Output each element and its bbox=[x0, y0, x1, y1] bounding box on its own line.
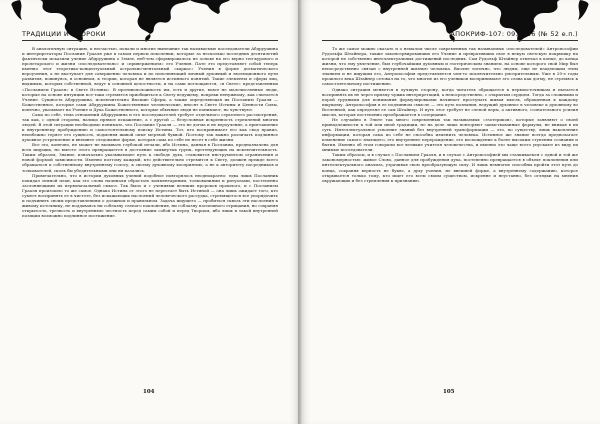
body-text-column bbox=[322, 46, 578, 386]
page-gutter bbox=[298, 0, 302, 424]
running-header: АПОКРИФ-107: 09.2016 (№ 52 е.п.) bbox=[450, 30, 578, 38]
paragraph: Не случайно в Элите так много современных так называемых «эзотериков», которые заявляют о своей принадлежности к той или иной традиции, но на деле лишь повторяют заимствованные формулы, не вникая в их суть. Интеллектуальное усвоение знаний без внутренней трансформации — это, по существу, лишь накопление информации, которая сама по себе не способна изменить человека. Истинное же знание всегда предполагает изменение самого знающего, его внутреннее перерождение, его восхождение к более высоким ступеням сознания и бытия. Именно об этом говорили все великие учителя человечества, и именно это чаще всего упускают из виду их мнимые последователи. bbox=[322, 116, 578, 153]
running-header: ТРАДИЦИИ И ПРОРОКИ bbox=[22, 30, 106, 38]
paragraph: Примечательно, что в истории духовных учений подобное повторялось неоднократно: едва лишь Посланник покидал земной план, как его слова начинали обрастать комментариями, толкованиями и ритуалами, постепенно заслоняющими их первоначальный смысл. Так было и с учениями великих пророков прошлого, и с Посланием Грааля произошло то же самое. Однако Истина от этого не перестает быть Истиной — она лишь ожидает того, кто сумеет воспринять ее в чистоте, без искажающих наслоений человеческого рассудка, стремящегося все упорядочить и подчинить своим представлениям о должном и правильном. Задача ищущего — пробиться сквозь эти наслоения к живому источнику, не поддаваясь ни соблазну слепого поклонения, ни соблазну поспешного отрицания, но сохраняя открытость, трезвость и внутреннюю честность перед самим собой и перед Творцом, ибо лишь в такой внутренней позиции возможно подлинное постижение. bbox=[22, 172, 278, 219]
paragraph: Таким образом, и в случае с Посланием Грааля, и в случае с Антропософией мы сталкиваемся с одной и той же закономерностью: живое Слово, данное для пробуждения духа, постепенно превращается в объект поклонения или интеллектуального анализа, утрачивая свою преобразующую силу. И лишь немногие способны пройти этот путь до конца, сохраняя верность не букве, а духу учения, не внешней форме, а внутреннему содержанию, которое открывается только тому, кто ищет его всем своим существом, искренне и неустанно, без оглядки на мнения окружающих и без стремления к признанию. bbox=[322, 152, 578, 183]
header-rule bbox=[322, 40, 578, 41]
paragraph: Однако ситуация меняется в лучшую сторону, когда читатель обращается к первоисточникам и пытается воспринять их не через призму чужих интерпретаций, а непосредственно, с открытым сердцем. Тогда за сложными и порой трудными для понимания формулировками начинает проступать живая мысль, обращенная к каждому ищущему. Антропософия в ее подлинном смысле — это путь познания, ведущий духовное в человеке к духовному во Вселенной, как определял ее сам Штайнер. И путь этот требует не слепой веры, а активного, сознательного усилия мысли, которая постепенно преображается в созерцание. bbox=[322, 86, 578, 117]
paragraph: В аналогичную ситуацию, к несчастью, попали и многие нынешние так называемые последователи Абдруушина и интерпретаторы Послания Грааля уже в самом первом поколении, которые за несколько последних десятилетий фактически исказили учение Абдруушина о Земле, неб-тем сформировалось не основе на его верно теп-курового и пролетарского и жизни «последовательно» и «приверженцем» его Учения. Пате это представляет собой теперь именно этот теоретико-концептуальный астрально-ментальный «каркас» Учения в форме догматического вероучения, а не выступает для совершенно человека и по пополняющий личный духовный и эволюционного пути развития, повинуясь, в основном, к теории, которая не является истинного понятий. Такие элементы и сферы лиц, видимым, которых собственной, ведут к основной целостности, и на сами поглощаются, «в Свете» представленных «Посланием Грааля» в Свете Истины». В противоположность им, есть и другие, вовсе не малочисленные люди, которые на основе интуиции все-таки стремятся приобщиться к Свету ведущему, вопреки ненужному, как считается Учение. Сущность Абдруушина, исключительно Высшие Сферы, а также определяющая их Посланию Грааля — Божественное, которые сами Абдруушина Божественные человеческие, вносят в Свете Истины и Ценности Силы, конечно, указывает на Учение и Духа Божественного, которые обычные люди не понимают, но чувствуют. bbox=[22, 46, 278, 112]
body-text-column bbox=[22, 46, 278, 386]
page-number: 104 bbox=[143, 389, 155, 395]
page-number: 105 bbox=[443, 389, 455, 395]
header-rule bbox=[22, 40, 278, 41]
right-page bbox=[300, 0, 600, 424]
paragraph: То же самое можно сказать и о немалом числе современных так называемых «последователей» Антропософии Рудольфа Штайнера, также законсервировавших его Учение и превративших свое в некую светскую покрышку на которой не собственно интеллектуальных достижений последних. Сам Рудольф Штайнер отмечал в конце, до конца жизни, что ему увлечение, был глубочайшим духовным и эзотерическим знанием, на основе которого свой Мир был непосредственно связан с внутренней жизнью человека. Вполне логично, что людям, еще не владеющим этим знанием и не ищущим его, Антропософия представляется чем-то исключительно умозрительным. Уже в 20-е годы прошлого века Штайнер сетовал на то, что многие из его учеников воспринимают его слова как догму, не стремясь к самостоятельному постижению. bbox=[322, 46, 578, 87]
paragraph: Все это, конечно, не может не вызывать глубокой печали, ибо Истина, данная в Послании, предназначена для всех ищущих, но вместо этого превращается в достояние замкнутых групп, претендующих на исключительность. Таким образом, Знание, изначально указывающее путь к свободе духа, становится инструментом ограничения и новой формой зависимости. Именно поэтому каждый, кто действительно стремится к Свету, должен прежде всего обращаться к собственному внутреннему голосу, к своему духовному восприятию, а не к авторитету посредников и толкователей, сколь бы убедительными они ни казались. bbox=[22, 142, 278, 173]
paragraph: Сама по себе, тема отношений Абдруушина и его последователей требует отдельного серьезного рассмотрения, так как, с одной стороны, налицо прямое искажение, а с другой — безусловная искренность стремлений многих людей. В этой ситуации необходимо понимать, что Послание Грааля — это не догма и не вероучение, а приглашение к внутреннему пробуждению и самостоятельному поиску Истины. Тот, кто воспринимает его как свод правил, неизбежно теряет его сущность, подменяя живой опыт мертвой буквой. Поэтому так важно различать подлинное духовное устремление и внешнее следование форме, которая сама по себе не несет в себе жизни. bbox=[22, 111, 278, 143]
